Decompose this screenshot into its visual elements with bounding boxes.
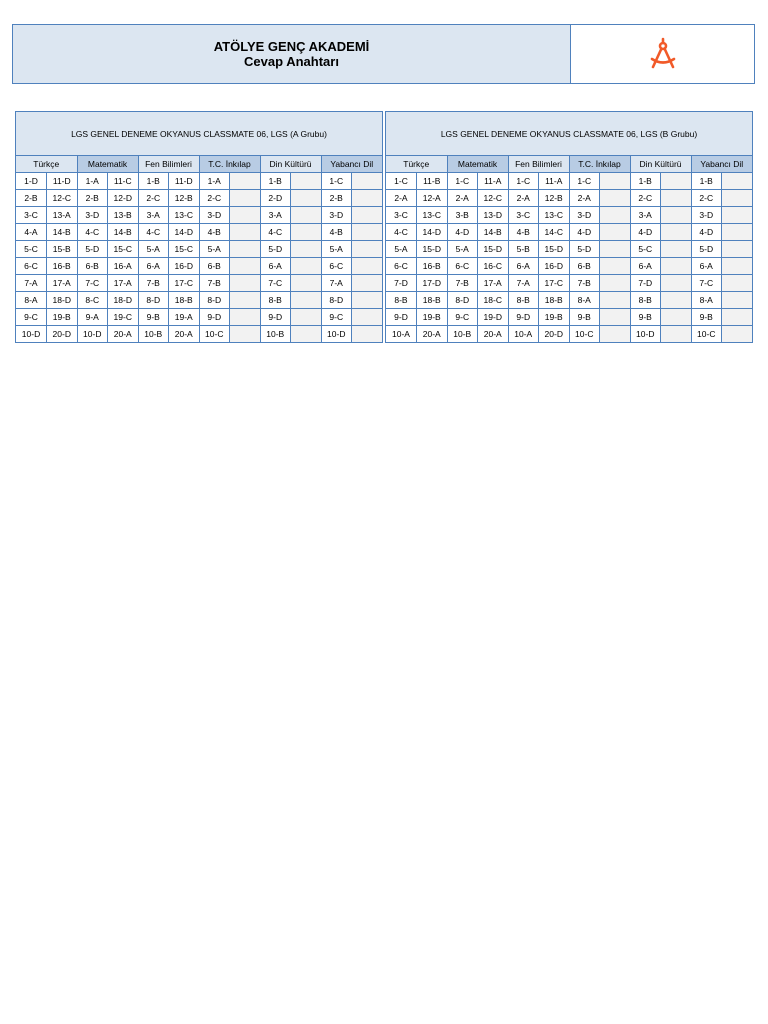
answer-cell: 6-A — [508, 258, 539, 275]
answer-cell: 8-D — [138, 292, 169, 309]
answer-row — [386, 292, 752, 309]
answer-cell: 19-A — [169, 309, 200, 326]
answer-cell: 5-D — [569, 241, 600, 258]
answer-cell: 6-A — [260, 258, 291, 275]
answer-cell: 13-C — [169, 207, 200, 224]
answer-row — [386, 241, 752, 258]
answer-cell: 15-D — [539, 241, 570, 258]
answer-cell: 2-B — [321, 190, 352, 207]
answer-cell: 1-A — [199, 173, 230, 190]
answer-cell: 10-D — [77, 326, 108, 343]
answer-cell: 11-A — [539, 173, 570, 190]
answer-table — [386, 156, 752, 342]
answer-cell: 6-A — [138, 258, 169, 275]
answer-cell: 3-B — [447, 207, 478, 224]
subject-header: Yabancı Dil — [321, 156, 382, 173]
answer-cell: 19-B — [417, 309, 448, 326]
answer-cell: 5-A — [138, 241, 169, 258]
answer-key-panel-b — [385, 111, 753, 343]
answer-cell: 10-B — [138, 326, 169, 343]
answer-cell: 20-A — [169, 326, 200, 343]
answer-cell — [722, 309, 753, 326]
answer-cell: 20-D — [539, 326, 570, 343]
answer-cell: 11-D — [169, 173, 200, 190]
school-name: ATÖLYE GENÇ AKADEMİ — [213, 39, 370, 54]
answer-cell: 8-D — [199, 292, 230, 309]
answer-cell: 8-C — [77, 292, 108, 309]
answer-cell: 5-A — [321, 241, 352, 258]
answer-cell: 10-C — [199, 326, 230, 343]
answer-cell: 20-A — [417, 326, 448, 343]
answer-cell: 4-D — [447, 224, 478, 241]
answer-cell — [661, 326, 692, 343]
answer-cell: 3-A — [630, 207, 661, 224]
answer-cell: 2-A — [508, 190, 539, 207]
answer-cell: 18-B — [539, 292, 570, 309]
answer-cell: 17-A — [108, 275, 139, 292]
answer-cell: 9-B — [569, 309, 600, 326]
answer-cell — [352, 258, 383, 275]
answer-cell: 5-D — [77, 241, 108, 258]
answer-cell: 5-D — [260, 241, 291, 258]
answer-cell — [722, 224, 753, 241]
answer-row — [16, 292, 382, 309]
answer-cell: 4-D — [630, 224, 661, 241]
answer-cell: 9-D — [508, 309, 539, 326]
answer-row — [386, 173, 752, 190]
answer-cell: 14-B — [108, 224, 139, 241]
answer-cell: 2-A — [569, 190, 600, 207]
answer-cell: 16-A — [108, 258, 139, 275]
answer-cell — [230, 190, 261, 207]
answer-cell: 6-C — [386, 258, 417, 275]
answer-cell: 18-D — [47, 292, 78, 309]
answer-cell — [722, 173, 753, 190]
answer-cell: 9-A — [77, 309, 108, 326]
answer-cell: 9-B — [630, 309, 661, 326]
subject-header: Türkçe — [16, 156, 77, 173]
answer-key-panel-a — [15, 111, 383, 343]
answer-cell: 5-A — [447, 241, 478, 258]
answer-cell: 1-D — [16, 173, 47, 190]
answer-cell: 9-D — [199, 309, 230, 326]
answer-cell: 4-B — [199, 224, 230, 241]
answer-cell — [661, 224, 692, 241]
subject-header: Türkçe — [386, 156, 447, 173]
answer-cell: 13-B — [108, 207, 139, 224]
answer-cell — [661, 258, 692, 275]
logo — [571, 25, 754, 83]
answer-cell: 8-D — [321, 292, 352, 309]
answer-cell: 3-A — [260, 207, 291, 224]
answer-cell: 9-C — [16, 309, 47, 326]
answer-cell: 19-B — [47, 309, 78, 326]
answer-cell: 6-C — [321, 258, 352, 275]
answer-cell: 17-D — [417, 275, 448, 292]
answer-cell — [722, 275, 753, 292]
answer-cell: 16-D — [539, 258, 570, 275]
answer-cell — [661, 173, 692, 190]
answer-cell — [600, 326, 631, 343]
answer-cell: 1-B — [691, 173, 722, 190]
answer-cell — [230, 207, 261, 224]
answer-cell: 3-D — [199, 207, 230, 224]
answer-row — [16, 207, 382, 224]
answer-cell — [352, 326, 383, 343]
answer-cell: 3-C — [508, 207, 539, 224]
answer-cell: 2-C — [138, 190, 169, 207]
header-title-block — [13, 25, 571, 83]
answer-cell: 7-D — [386, 275, 417, 292]
answer-cell — [722, 326, 753, 343]
answer-cell: 19-D — [478, 309, 509, 326]
answer-cell: 10-B — [447, 326, 478, 343]
answer-cell: 11-B — [417, 173, 448, 190]
answer-cell: 19-B — [539, 309, 570, 326]
answer-cell: 7-B — [447, 275, 478, 292]
answer-cell — [230, 275, 261, 292]
answer-cell: 7-D — [630, 275, 661, 292]
answer-cell: 8-B — [260, 292, 291, 309]
answer-cell: 9-C — [321, 309, 352, 326]
answer-cell: 17-C — [169, 275, 200, 292]
subject-header-row — [386, 156, 752, 173]
answer-cell: 11-D — [47, 173, 78, 190]
answer-cell: 6-B — [199, 258, 230, 275]
answer-cell: 14-B — [47, 224, 78, 241]
answer-cell: 4-C — [260, 224, 291, 241]
answer-cell: 16-D — [169, 258, 200, 275]
answer-cell — [291, 309, 322, 326]
answer-cell: 2-D — [260, 190, 291, 207]
answer-cell: 4-A — [16, 224, 47, 241]
answer-cell: 8-B — [630, 292, 661, 309]
answer-cell: 16-B — [47, 258, 78, 275]
answer-cell: 7-A — [321, 275, 352, 292]
answer-cell: 16-B — [417, 258, 448, 275]
answer-cell: 8-B — [508, 292, 539, 309]
answer-cell: 5-B — [508, 241, 539, 258]
answer-cell: 1-B — [630, 173, 661, 190]
answer-cell — [600, 258, 631, 275]
answer-cell: 5-C — [16, 241, 47, 258]
answer-row — [16, 224, 382, 241]
answer-cell: 9-D — [260, 309, 291, 326]
answer-cell — [661, 241, 692, 258]
answer-cell: 4-B — [321, 224, 352, 241]
answer-cell — [661, 292, 692, 309]
answer-cell: 1-B — [138, 173, 169, 190]
answer-cell: 10-B — [260, 326, 291, 343]
answer-cell — [352, 207, 383, 224]
subject-header: Din Kültürü — [260, 156, 321, 173]
answer-cell: 18-D — [108, 292, 139, 309]
answer-cell: 18-B — [417, 292, 448, 309]
answer-cell: 12-C — [478, 190, 509, 207]
answer-cell: 20-D — [47, 326, 78, 343]
subject-header-row — [16, 156, 382, 173]
answer-cell: 8-A — [569, 292, 600, 309]
answer-cell: 1-C — [321, 173, 352, 190]
answer-cell — [661, 309, 692, 326]
answer-cell: 7-A — [508, 275, 539, 292]
document-subtitle: Cevap Anahtarı — [244, 54, 339, 69]
answer-cell: 8-B — [386, 292, 417, 309]
answer-cell: 20-A — [108, 326, 139, 343]
subject-header: Fen Bilimleri — [138, 156, 199, 173]
answer-cell: 11-A — [478, 173, 509, 190]
subject-header: Matematik — [77, 156, 138, 173]
answer-cell — [230, 326, 261, 343]
document-header — [12, 24, 755, 84]
answer-cell: 1-C — [569, 173, 600, 190]
answer-cell: 1-C — [508, 173, 539, 190]
answer-cell: 18-C — [478, 292, 509, 309]
answer-cell — [291, 241, 322, 258]
answer-row — [16, 173, 382, 190]
answer-cell — [291, 275, 322, 292]
answer-cell — [291, 292, 322, 309]
answer-cell: 10-D — [16, 326, 47, 343]
answer-cell: 12-D — [108, 190, 139, 207]
subject-header: T.C. İnkılap — [199, 156, 260, 173]
subject-header: Matematik — [447, 156, 508, 173]
answer-cell: 8-A — [691, 292, 722, 309]
answer-cell — [352, 224, 383, 241]
answer-cell: 6-A — [691, 258, 722, 275]
answer-cell: 2-B — [77, 190, 108, 207]
answer-cell — [600, 207, 631, 224]
answer-cell: 7-B — [138, 275, 169, 292]
answer-cell: 2-C — [199, 190, 230, 207]
answer-cell: 13-C — [539, 207, 570, 224]
answer-cell: 9-B — [138, 309, 169, 326]
answer-cell: 12-A — [417, 190, 448, 207]
answer-cell: 16-C — [478, 258, 509, 275]
answer-cell: 1-A — [77, 173, 108, 190]
answer-cell: 8-D — [447, 292, 478, 309]
answer-cell: 6-B — [77, 258, 108, 275]
answer-cell: 3-D — [77, 207, 108, 224]
answer-row — [386, 207, 752, 224]
answer-cell — [291, 224, 322, 241]
answer-cell: 13-C — [417, 207, 448, 224]
answer-cell: 2-C — [691, 190, 722, 207]
answer-cell — [352, 275, 383, 292]
answer-cell: 2-A — [386, 190, 417, 207]
answer-cell — [230, 224, 261, 241]
answer-cell: 1-C — [386, 173, 417, 190]
answer-cell: 9-D — [386, 309, 417, 326]
answer-cell: 10-C — [569, 326, 600, 343]
answer-cell — [600, 275, 631, 292]
answer-cell: 1-C — [447, 173, 478, 190]
answer-cell: 3-A — [138, 207, 169, 224]
answer-cell: 13-A — [47, 207, 78, 224]
answer-row — [386, 275, 752, 292]
answer-row — [16, 258, 382, 275]
answer-cell: 9-C — [447, 309, 478, 326]
answer-cell: 10-D — [321, 326, 352, 343]
answer-row — [16, 275, 382, 292]
answer-cell: 7-C — [691, 275, 722, 292]
answer-cell — [352, 173, 383, 190]
answer-cell — [722, 258, 753, 275]
answer-row — [386, 190, 752, 207]
answer-cell: 7-C — [260, 275, 291, 292]
answer-cell — [661, 207, 692, 224]
answer-cell: 6-C — [16, 258, 47, 275]
answer-cell — [352, 190, 383, 207]
answer-cell: 2-A — [447, 190, 478, 207]
answer-cell — [230, 309, 261, 326]
answer-cell: 10-A — [386, 326, 417, 343]
answer-cell: 19-C — [108, 309, 139, 326]
answer-cell — [291, 326, 322, 343]
answer-cell — [722, 241, 753, 258]
answer-cell: 14-B — [478, 224, 509, 241]
answer-cell: 3-C — [386, 207, 417, 224]
subject-header: Fen Bilimleri — [508, 156, 569, 173]
answer-cell — [352, 309, 383, 326]
subject-header: Din Kültürü — [630, 156, 691, 173]
answer-cell: 15-B — [47, 241, 78, 258]
answer-cell: 6-C — [447, 258, 478, 275]
answer-cell — [230, 258, 261, 275]
answer-cell: 20-A — [478, 326, 509, 343]
answer-row — [386, 309, 752, 326]
answer-cell: 1-B — [260, 173, 291, 190]
answer-cell: 14-D — [169, 224, 200, 241]
answer-cell: 10-A — [508, 326, 539, 343]
answer-cell: 5-A — [199, 241, 230, 258]
answer-cell: 3-D — [569, 207, 600, 224]
answer-cell — [600, 173, 631, 190]
answer-cell: 7-C — [77, 275, 108, 292]
answer-cell — [352, 241, 383, 258]
answer-cell: 18-B — [169, 292, 200, 309]
answer-cell: 15-D — [417, 241, 448, 258]
answer-row — [16, 326, 382, 343]
answer-cell: 6-A — [630, 258, 661, 275]
answer-cell: 15-D — [478, 241, 509, 258]
answer-cell: 4-B — [508, 224, 539, 241]
answer-cell: 6-B — [569, 258, 600, 275]
answer-cell: 14-D — [417, 224, 448, 241]
answer-cell — [230, 241, 261, 258]
answer-cell: 15-C — [169, 241, 200, 258]
answer-cell — [600, 309, 631, 326]
answer-row — [386, 258, 752, 275]
answer-row — [16, 190, 382, 207]
answer-row — [386, 224, 752, 241]
answer-cell: 3-D — [321, 207, 352, 224]
answer-cell: 4-D — [569, 224, 600, 241]
answer-cell: 9-B — [691, 309, 722, 326]
answer-cell: 3-D — [691, 207, 722, 224]
answer-cell: 4-D — [691, 224, 722, 241]
answer-table — [16, 156, 382, 342]
panel-title: LGS GENEL DENEME OKYANUS CLASSMATE 06, LGS (A Grubu) — [16, 112, 382, 156]
answer-cell: 4-C — [138, 224, 169, 241]
answer-cell: 5-D — [691, 241, 722, 258]
answer-cell: 4-C — [77, 224, 108, 241]
answer-cell — [291, 207, 322, 224]
answer-cell: 15-C — [108, 241, 139, 258]
answer-cell: 2-C — [630, 190, 661, 207]
answer-cell — [722, 292, 753, 309]
answer-cell: 17-C — [539, 275, 570, 292]
answer-cell — [600, 224, 631, 241]
answer-cell — [600, 241, 631, 258]
answer-cell: 17-A — [478, 275, 509, 292]
answer-cell — [722, 190, 753, 207]
answer-cell — [291, 258, 322, 275]
answer-cell: 10-D — [630, 326, 661, 343]
answer-cell: 12-C — [47, 190, 78, 207]
answer-cell: 7-B — [199, 275, 230, 292]
answer-cell: 4-C — [386, 224, 417, 241]
answer-row — [16, 309, 382, 326]
answer-cell — [661, 190, 692, 207]
answer-cell: 2-B — [16, 190, 47, 207]
answer-cell — [230, 173, 261, 190]
subject-header: T.C. İnkılap — [569, 156, 630, 173]
answer-cell: 5-C — [630, 241, 661, 258]
answer-cell: 12-B — [539, 190, 570, 207]
answer-cell — [291, 190, 322, 207]
answer-cell — [600, 292, 631, 309]
answer-cell: 14-C — [539, 224, 570, 241]
answer-row — [16, 241, 382, 258]
answer-cell: 7-B — [569, 275, 600, 292]
answer-cell — [722, 207, 753, 224]
answer-cell: 7-A — [16, 275, 47, 292]
answer-cell — [291, 173, 322, 190]
compass-icon — [648, 37, 678, 71]
answer-cell: 5-A — [386, 241, 417, 258]
answer-cell — [600, 190, 631, 207]
answer-cell: 11-C — [108, 173, 139, 190]
subject-header: Yabancı Dil — [691, 156, 752, 173]
answer-cell — [230, 292, 261, 309]
answer-cell: 8-A — [16, 292, 47, 309]
answer-cell — [661, 275, 692, 292]
answer-row — [386, 326, 752, 343]
answer-cell: 12-B — [169, 190, 200, 207]
answer-cell: 10-C — [691, 326, 722, 343]
panel-title: LGS GENEL DENEME OKYANUS CLASSMATE 06, LGS (B Grubu) — [386, 112, 752, 156]
answer-cell: 3-C — [16, 207, 47, 224]
answer-cell — [352, 292, 383, 309]
answer-cell: 17-A — [47, 275, 78, 292]
answer-cell: 13-D — [478, 207, 509, 224]
